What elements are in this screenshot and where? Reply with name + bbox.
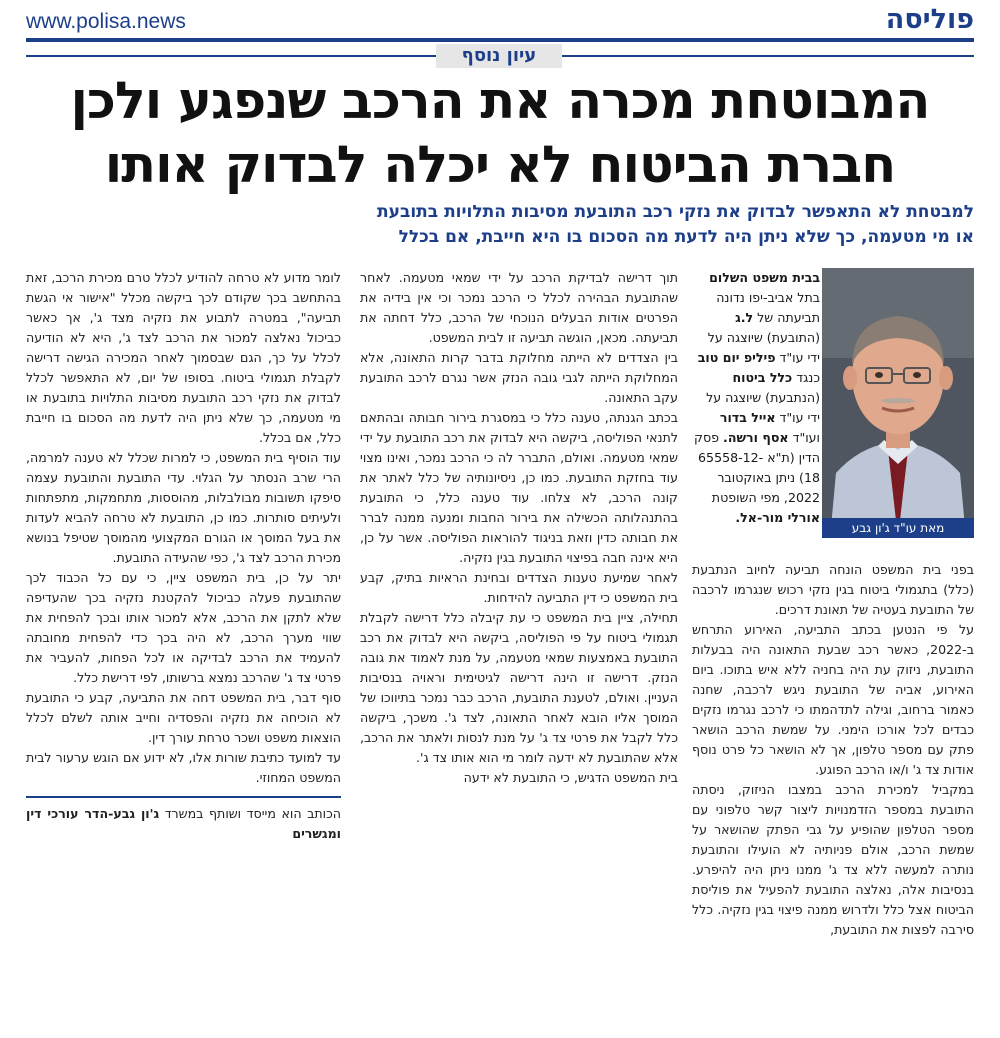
headline xyxy=(20,70,980,198)
author-credit xyxy=(26,804,341,844)
defendant-lawyer-1: אייל בדור xyxy=(719,410,776,425)
subheadline xyxy=(26,200,974,250)
judge-name: אורלי מור-אל. xyxy=(735,510,820,525)
paragraph: בפני בית המשפט הונחה תביעה לחיוב הנתבעת (כלל) בתגמולי ביטוח בגין נזקי רכוש שנגרמו לרכבה של התובעת בעטיה של תאונת דרכים. xyxy=(692,562,974,617)
author-divider xyxy=(26,796,341,798)
defendant-lawyer-2: אסף ורשה. xyxy=(723,430,789,445)
intro-text-4: (הנתבעת) שיוצגה על ידי עו"ד xyxy=(706,390,820,425)
paragraph: עוד הוסיף בית המשפט, כי למרות שכלל לא טענה למרמה, הרי שרב הנסתר על הגלוי. עדי התובעת והתובעת עצמה סיפקו תשובות מבולבלות, מהוססות, מתחמקות, מתפתחות ולעיתים סותרות. כמו כן, התובעת לא טרחה להביא לעדות את בעל המוסך או הגורם המקצועי מהמוסך שטיפל בנושא מכירת הרכב לצד ג', כפי שהעידה התובעת. xyxy=(26,450,341,565)
site-url[interactable]: www.polisa.news xyxy=(26,10,186,33)
law-firm-name: ג'ון גבע-הדר עורכי דין ומגשרים xyxy=(26,806,341,841)
article-column-3 xyxy=(26,268,341,844)
paragraph: על פי הנטען בכתב התביעה, האירוע התרחש ב-2022, כאשר רכב שבעת התאונה היה בבעלות התובעת, ניזוק עת היה בחניה ללא איש בתוכו. ביום האירוע, אביה של התובעת ניגש לרכבה, שחנה כאמור ברחוב, וגילה לתדהמתו כי לרכב נגרמו נזקים כבדים לכל אורכו הימני. על שמשת הרכב הושאר פתק עם מספר טלפון, אך לא הושאר כל פרט נוסף אודות צד ג' ו/או הרכב הפוגע. xyxy=(692,622,974,777)
case-intro xyxy=(692,268,820,528)
paragraph: לומר מדוע לא טרחה להודיע לכלל טרם מכירת הרכב, זאת בהתחשב בכך שקודם לכך ביקשה מכלל "אישור אי הגשת תביעה", במטרה לתבוע את נזקיה מצד ג', אך כאשר כביכול נאלצה למכור את הרכב לצד ג', היא לא הודיעה לכלל על כך, הגם שבסמוך לאחר המכירה הגישה דרישה לקבלת תגמולי ביטוח. בסופו של יום, לא התאפשר לכלל לבדוק את נזקי רכב התובעת מסיבות התלויות בתובעת או מי מטעמה, כך שלא ניתן היה לדעת מה הסכום בו חייבת כלל, אם בכלל. xyxy=(26,270,341,445)
header-rule xyxy=(26,38,974,42)
intro-text-5: ועו"ד xyxy=(792,430,820,445)
paragraph: תחילה, ציין בית המשפט כי עת קיבלה כלל דרישה לקבלת תגמולי ביטוח על פי הפוליסה, ביקשה היא לבדוק את רכב התובעת באמצעות שמאי מטעמה, על מנת לאמוד את גובה הנזק. דרישה זו הינה דרישה לגיטימית וראויה בנסיבות העניין. ואולם, לטענת התובעת, הרכב כבר נמכר בתיווכו של המוסך אליו הובא לאחר התאונה, לצד ג'. משכך, ביקשה כלל לקבל את פרטי צד ג' על מנת לנסות ולאתר את הרכב, אלא שהתובעת לא ידעה לומר מי הוא אותו צד ג'. xyxy=(360,610,678,765)
subheadline-line-1: למבטחת לא התאפשר לבדוק את נזקי רכב התובעת מסיבות התלויות בתובעת xyxy=(377,202,974,222)
headline-line-1: המבוטחת מכרה את הרכב שנפגע ולכן xyxy=(70,72,930,131)
article-column-1 xyxy=(692,560,974,940)
plaintiff-lawyer: פיליפ יום טוב xyxy=(697,350,776,365)
author-prefix: הכותב הוא מייסד ושותף במשרד xyxy=(164,806,341,821)
intro-text-2: (התובעת) שיוצגה על ידי עו"ד xyxy=(707,330,820,365)
section-label: עיון נוסף xyxy=(436,44,562,68)
intro-bold: בבית משפט השלום xyxy=(709,270,820,285)
subheadline-line-2: או מי מטעמה, כך שלא ניתן היה לדעת מה הסכום בו היא חייבת, אם בכלל xyxy=(398,227,974,247)
plaintiff-name: ל.ג xyxy=(735,310,754,325)
paragraph: בין הצדדים לא הייתה מחלוקת בדבר קרות התאונה, אלא המחלוקת הייתה לגבי גובה הנזק אשר נגרם לרכב התובעת עקב התאונה. xyxy=(360,350,678,405)
intro-text-1: בתל אביב-יפו נדונה תביעתה של xyxy=(716,290,820,325)
top-bar xyxy=(0,0,1000,44)
photo-caption: מאת עו"ד ג'ון גבע xyxy=(822,518,974,538)
paragraph: בית המשפט הדגיש, כי התובעת לא ידעה xyxy=(463,770,678,785)
intro-text-3: כנגד xyxy=(796,370,820,385)
paragraph: בכתב הגנתה, טענה כלל כי במסגרת בירור חבותה ובהתאם לתנאי הפוליסה, ביקשה היא לבדוק את רכב התובעת על ידי שמאי מטעמה. ואולם, התברר לה כי הרכב נמכר, ואינו מצוי עוד בחזקת התובעת. כמו כן, ניסיונותיה של כלל לאתר את קונה הרכב, לא צלחו. עוד טענה כלל, כי התובעת בהתנהלותה הכשילה את בירור החבות ומנעה ממנה לברר את חבותה כדין וזאת בניגוד להוראות הפוליסה. אשר על כן, היא אינה חבה בפיצוי התובעת בגין נזקיה. xyxy=(360,410,678,565)
defendant-name: כלל ביטוח xyxy=(732,370,793,385)
brand-logo: פוליסה xyxy=(885,4,974,35)
article-column-2 xyxy=(360,268,678,788)
author-photo xyxy=(822,268,974,538)
paragraph: סוף דבר, בית המשפט דחה את התביעה, קבע כי התובעת לא הוכיחה את נזקיה והפסדיה וחייב אותה לשלם לכלל הוצאות משפט ושכר טרחת עורך דין. xyxy=(26,690,341,745)
paragraph: עד למועד כתיבת שורות אלו, לא ידוע אם הוגש ערעור לבית המשפט המחוזי. xyxy=(26,750,341,785)
paragraph: לאחר שמיעת טענות הצדדים ובחינת הראיות בתיק, קבע בית המשפט כי דין התביעה להידחות. xyxy=(360,570,678,605)
intro-text-6: פסק הדין (ת"א 65558-12-18) ניתן באוקטובר 2022, מפי השופטת xyxy=(694,430,820,505)
paragraph: תוך דרישה לבדיקת הרכב על ידי שמאי מטעמה. לאחר שהתובעת הבהירה לכלל כי הרכב נמכר וכי אין בידיה את הפרטים אודות הבעלים הנוכחי של הרכב, כלל דחתה את תביעתה. מכאן, הוגשה תביעה זו לבית המשפט. xyxy=(360,270,678,345)
section-rule-left xyxy=(26,55,436,57)
paragraph: במקביל למכירת הרכב במצבו הניזוק, ניסתה התובעת במספר הזדמנויות ליצור קשר טלפוני עם מספר הטלפון שהופיע על גבי הפתק שהושאר על שמשת הרכב, אולם פניותיה לא הועילו והתובעת נותרה למעשה ללא צד ג' ממנו ניתן היה להיפרע. בנסיבות אלה, נאלצה התובעת להפעיל את פוליסת הביטוח אצל כלל ולדרוש ממנה פיצוי בגין נזקיה. כלל סירבה לפצות את התובעת, xyxy=(692,782,974,937)
paragraph: יתר על כן, בית המשפט ציין, כי עם כל הכבוד לכך שהתובעת פעלה כביכול להקטנת נזקיה בכך שהעדיפה שלא לתקן את הרכב, אלא למכור אותו ובכך להפחית את שווי מערך הרכב, לא היה בכך כדי להפחית מחובתה להעמיד את הרכב לבדיקה או לכל הפחות, להעביר את פרטי צד ג' שהרכב נמצא ברשותו, לפי דרישת כלל. xyxy=(26,570,341,685)
headline-line-2: חברת הביטוח לא יכלה לבדוק אותו xyxy=(104,136,896,195)
section-rule-right xyxy=(562,55,974,57)
